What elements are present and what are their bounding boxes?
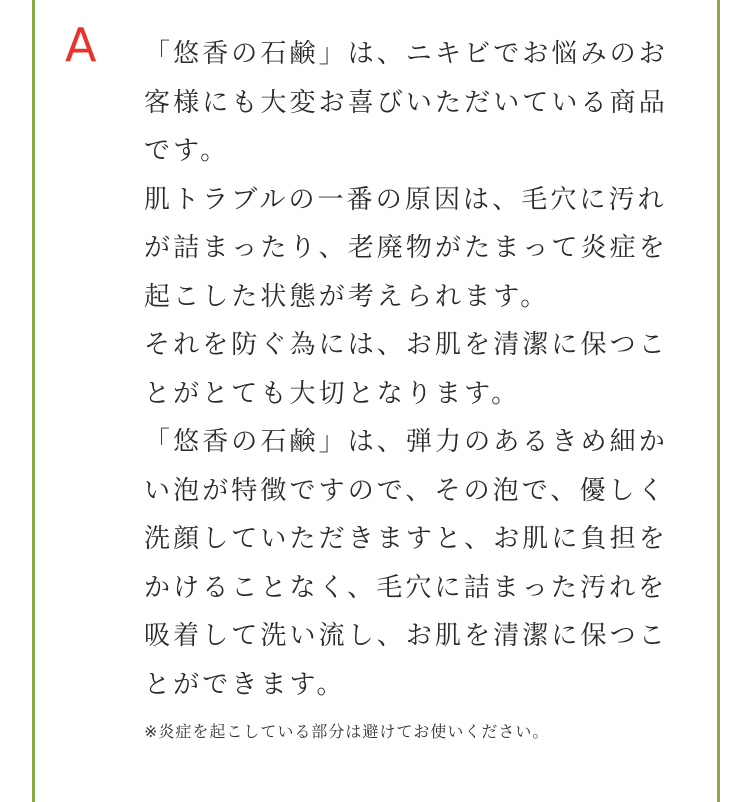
answer-paragraph-3: それを防ぐ為には、お肌を清潔に保つことがとても大切となります。 <box>144 330 668 409</box>
answer-paragraph-2: 肌トラブルの一番の原因は、毛穴に汚れが詰まったり、老廃物がたまって炎症を起こした状態が考えられます。 <box>144 184 668 312</box>
answer-note: ※炎症を起こしている部分は避けてお使いください。 <box>144 722 550 741</box>
answer-body <box>144 30 689 743</box>
answer-paragraph-4: 「悠香の石鹸」は、弾力のあるきめ細かい泡が特徴ですので、その泡で、優しく洗顔していただきますと、お肌に負担をかけることなく、毛穴に詰まった汚れを吸着して洗い流し、お肌を清潔に保つことができます。 <box>144 427 668 700</box>
answer-mark: A <box>65 18 97 72</box>
answer-paragraph-1: 「悠香の石鹸」は、ニキビでお悩みのお客様にも大変お喜びいただいている商品です。 <box>144 39 668 166</box>
